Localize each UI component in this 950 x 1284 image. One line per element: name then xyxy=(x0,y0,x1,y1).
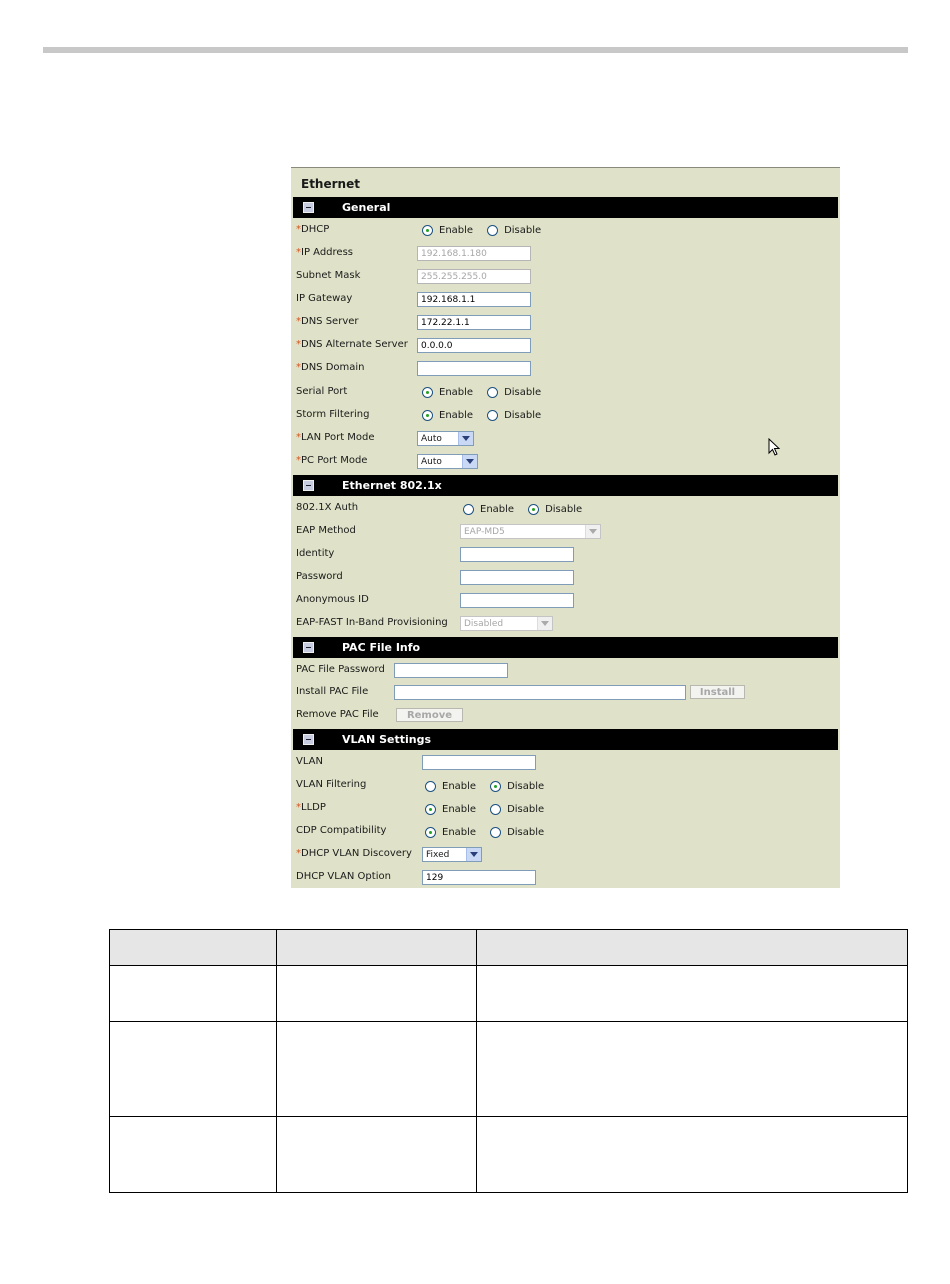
table-header-cell xyxy=(110,930,277,966)
pc-port-mode-select[interactable]: Auto xyxy=(417,454,478,469)
table-cell xyxy=(277,1117,477,1193)
eap-method-select[interactable]: EAP-MD5 xyxy=(460,524,601,539)
dhcp-label: *DHCP xyxy=(296,224,330,235)
cdp-label: CDP Compatibility xyxy=(296,825,387,836)
top-rule xyxy=(43,47,908,53)
ip-address-input[interactable]: 192.168.1.180 xyxy=(417,246,531,261)
8021x-auth-enable-radio[interactable] xyxy=(463,504,474,515)
collapse-icon[interactable] xyxy=(303,734,314,745)
serial-port-enable-radio[interactable] xyxy=(422,387,433,398)
dhcp-disable-radio[interactable] xyxy=(487,225,498,236)
panel-title: Ethernet xyxy=(301,177,360,191)
vlan-filtering-label: VLAN Filtering xyxy=(296,779,367,790)
lldp-disable-radio[interactable] xyxy=(490,804,501,815)
section-title: Ethernet 802.1x xyxy=(342,479,442,492)
password-input[interactable] xyxy=(460,570,574,585)
mouse-pointer-icon xyxy=(768,438,780,458)
identity-input[interactable] xyxy=(460,547,574,562)
serial-port-disable-radio[interactable] xyxy=(487,387,498,398)
subnet-mask-input[interactable]: 255.255.255.0 xyxy=(417,269,531,284)
table-row xyxy=(110,966,908,1022)
table-row xyxy=(110,1022,908,1117)
table-row xyxy=(110,1117,908,1193)
serial-port-label: Serial Port xyxy=(296,386,348,397)
section-title: General xyxy=(342,201,391,214)
storm-filtering-disable-radio[interactable] xyxy=(487,410,498,421)
ip-address-label: *IP Address xyxy=(296,247,353,258)
eap-fast-select[interactable]: Disabled xyxy=(460,616,553,631)
table-cell xyxy=(477,1022,908,1117)
8021x-auth-label: 802.1X Auth xyxy=(296,502,359,513)
document-table xyxy=(109,929,908,1193)
table-cell xyxy=(477,966,908,1022)
vlan-input[interactable] xyxy=(422,755,536,770)
8021x-auth-radio-group: Enable Disable xyxy=(463,504,596,516)
dns-server-input[interactable]: 172.22.1.1 xyxy=(417,315,531,330)
collapse-icon[interactable] xyxy=(303,202,314,213)
dhcp-vlan-option-input[interactable]: 129 xyxy=(422,870,536,885)
lan-port-mode-select[interactable]: Auto xyxy=(417,431,474,446)
cdp-radio-group: Enable Disable xyxy=(425,827,558,839)
password-label: Password xyxy=(296,571,343,582)
eap-method-label: EAP Method xyxy=(296,525,356,536)
serial-port-radio-group: Enable Disable xyxy=(422,387,555,399)
dns-domain-input[interactable] xyxy=(417,361,531,376)
dns-alternate-label: *DNS Alternate Server xyxy=(296,339,408,350)
remove-button[interactable]: Remove xyxy=(396,708,463,722)
subnet-mask-label: Subnet Mask xyxy=(296,270,361,281)
table-cell xyxy=(110,966,277,1022)
vlan-label: VLAN xyxy=(296,756,323,767)
vlan-filtering-enable-radio[interactable] xyxy=(425,781,436,792)
chevron-down-icon[interactable] xyxy=(458,432,473,445)
table-cell xyxy=(277,1022,477,1117)
section-pac-header[interactable] xyxy=(293,637,838,658)
dns-server-label: *DNS Server xyxy=(296,316,359,327)
install-button[interactable]: Install xyxy=(690,685,745,699)
dhcp-radio-group: Enable Disable xyxy=(422,225,555,237)
chevron-down-icon[interactable] xyxy=(466,848,481,861)
section-title: PAC File Info xyxy=(342,641,421,654)
vlan-filtering-radio-group: Enable Disable xyxy=(425,781,558,793)
cdp-enable-radio[interactable] xyxy=(425,827,436,838)
section-vlan-header[interactable] xyxy=(293,729,838,750)
table-cell xyxy=(110,1022,277,1117)
lldp-label: *LLDP xyxy=(296,802,326,813)
chevron-down-icon[interactable] xyxy=(585,525,600,538)
dns-alternate-input[interactable]: 0.0.0.0 xyxy=(417,338,531,353)
dhcp-vlan-discovery-label: *DHCP VLAN Discovery xyxy=(296,848,412,859)
pac-password-input[interactable] xyxy=(394,663,508,678)
8021x-auth-disable-radio[interactable] xyxy=(528,504,539,515)
section-general-header[interactable] xyxy=(293,197,838,218)
table-header-cell xyxy=(277,930,477,966)
lldp-enable-radio[interactable] xyxy=(425,804,436,815)
cdp-disable-radio[interactable] xyxy=(490,827,501,838)
storm-filtering-enable-radio[interactable] xyxy=(422,410,433,421)
anonymous-id-label: Anonymous ID xyxy=(296,594,369,605)
section-8021x-header[interactable] xyxy=(293,475,838,496)
chevron-down-icon[interactable] xyxy=(537,617,552,630)
lldp-radio-group: Enable Disable xyxy=(425,804,558,816)
table-cell xyxy=(110,1117,277,1193)
ethernet-settings-panel xyxy=(291,167,840,888)
ip-gateway-label: IP Gateway xyxy=(296,293,353,304)
vlan-filtering-disable-radio[interactable] xyxy=(490,781,501,792)
dhcp-enable-radio[interactable] xyxy=(422,225,433,236)
storm-filtering-radio-group: Enable Disable xyxy=(422,410,555,422)
dns-domain-label: *DNS Domain xyxy=(296,362,365,373)
table-header-row xyxy=(110,930,908,966)
install-pac-file-input[interactable] xyxy=(394,685,686,700)
pc-port-mode-label: *PC Port Mode xyxy=(296,455,368,466)
table-header-cell xyxy=(477,930,908,966)
collapse-icon[interactable] xyxy=(303,480,314,491)
table-cell xyxy=(277,966,477,1022)
chevron-down-icon[interactable] xyxy=(462,455,477,468)
collapse-icon[interactable] xyxy=(303,642,314,653)
ip-gateway-input[interactable]: 192.168.1.1 xyxy=(417,292,531,307)
eap-fast-label: EAP-FAST In-Band Provisioning xyxy=(296,617,448,628)
install-pac-label: Install PAC File xyxy=(296,686,369,697)
anonymous-id-input[interactable] xyxy=(460,593,574,608)
table-cell xyxy=(477,1117,908,1193)
dhcp-vlan-option-label: DHCP VLAN Option xyxy=(296,871,391,882)
lan-port-mode-label: *LAN Port Mode xyxy=(296,432,375,443)
remove-pac-label: Remove PAC File xyxy=(296,709,379,720)
identity-label: Identity xyxy=(296,548,335,559)
pac-password-label: PAC File Password xyxy=(296,664,385,675)
storm-filtering-label: Storm Filtering xyxy=(296,409,370,420)
section-title: VLAN Settings xyxy=(342,733,431,746)
dhcp-vlan-discovery-select[interactable]: Fixed xyxy=(422,847,482,862)
